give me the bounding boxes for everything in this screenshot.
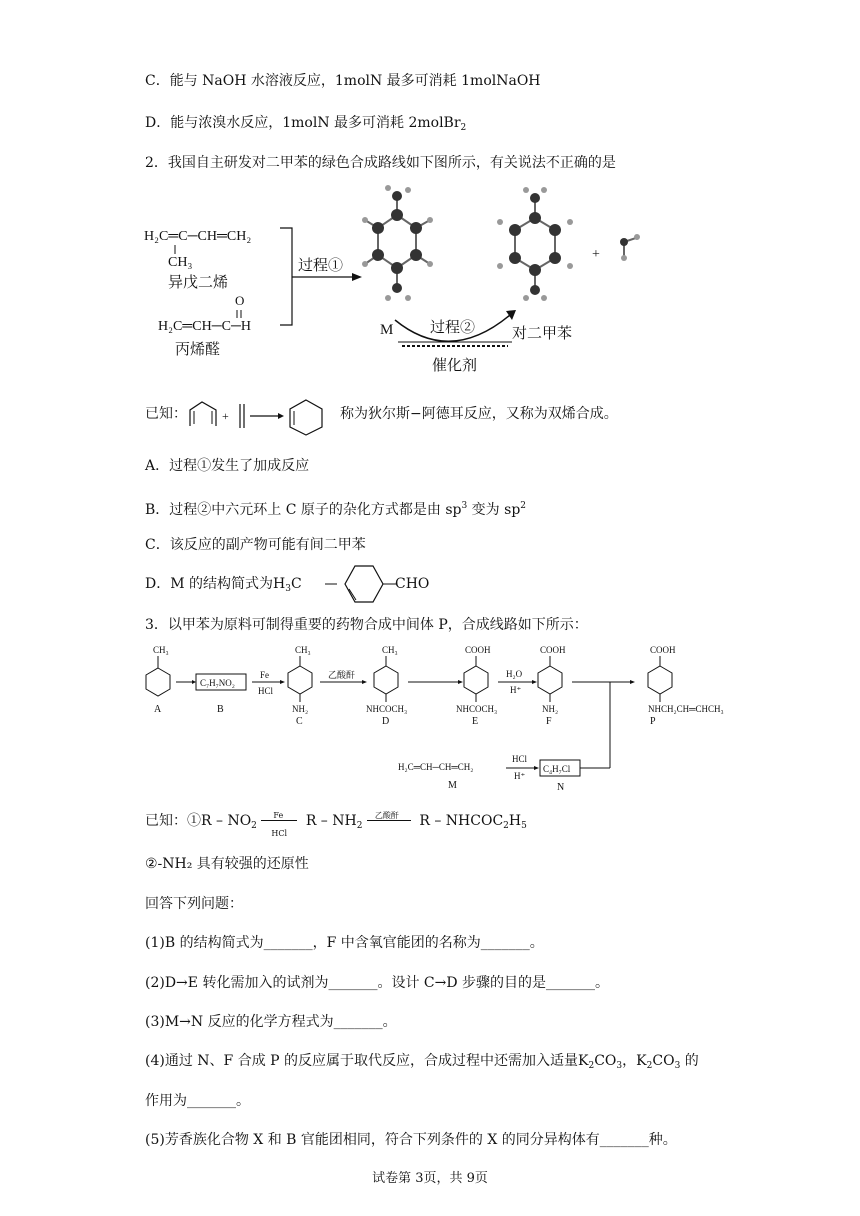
q3-subquestion-5: (5)芳香族化合物 X 和 B 官能团相同，符合下列条件的 X 的同分异构体有_______种。 <box>145 1132 677 1148</box>
q3-known-2: ②-NH₂ 具有较强的还原性 <box>145 856 309 872</box>
q3-subquestion-4a: (4)通过 N、F 合成 P 的反应属于取代反应，合成过程中还需加入适量$K_2CO_3$，$K_2CO_3$ 的 <box>145 1053 699 1071</box>
svg-text:CH₃: CH₃ <box>382 645 398 655</box>
catalyst-label: 催化剂 <box>432 358 478 374</box>
diels-alder-scheme <box>186 396 336 436</box>
svg-text:NHCOCH₃: NHCOCH₃ <box>366 704 408 714</box>
q2-reaction-figure <box>140 180 660 380</box>
q2-known-text: 称为狄尔斯−阿德耳反应，又称为双烯合成。 <box>340 406 618 422</box>
label-c: C <box>296 716 303 727</box>
water-ball-stick-model <box>620 234 640 261</box>
n-formula: C₄H₇Cl <box>543 764 571 774</box>
svg-text:乙酸酐: 乙酸酐 <box>328 670 356 680</box>
q2-option-c: C．该反应的副产物可能有间二甲苯 <box>145 537 366 553</box>
label-b: B <box>217 704 224 715</box>
q3-subquestion-2: (2)D→E 转化需加入的试剂为_______。设计 C→D 步骤的目的是_______。 <box>145 975 610 991</box>
reagent-fe: Fe <box>260 670 269 680</box>
q2-option-b: B．过程②中六元环上 C 原子的杂化方式都是由 $sp^3$ 变为 $sp^2$ <box>145 501 527 518</box>
label-n: N <box>557 782 565 793</box>
m-label: M <box>380 322 394 338</box>
q3-known-1: 已知：①R – $NO_2$ Fe HCl R – $NH_2$ 乙酸酐 R – $NHCOC_2H_5$ <box>145 811 527 838</box>
plus-sign: + <box>592 247 600 262</box>
svg-text:H₂O: H₂O <box>506 669 523 679</box>
m-formula: H₂C═CH─CH═CH₂ <box>398 762 474 772</box>
q3-stem: 3．以甲苯为原料可制得重要的药物合成中间体 P，合成线路如下所示： <box>145 617 588 633</box>
label-f: F <box>546 716 552 727</box>
svg-text:COOH: COOH <box>465 645 491 655</box>
q2-known-prefix: 已知： <box>145 406 187 422</box>
isoprene-methyl: CH₃ <box>168 255 193 270</box>
svg-text:COOH: COOH <box>650 645 676 655</box>
p-substituent: NHCH₂CH═CHCH₃ <box>648 704 724 714</box>
svg-text:NHCOCH₃: NHCOCH₃ <box>456 704 498 714</box>
q2-option-a: A．过程①发生了加成反应 <box>145 458 310 474</box>
isoprene-formula: H₂C═C─CH═CH₂ <box>144 229 252 244</box>
m-cho-group: CHO <box>395 576 430 592</box>
q3-subquestion-3: (3)M→N 反应的化学方程式为_______。 <box>145 1014 397 1030</box>
process-2-label: 过程② <box>430 320 476 336</box>
a-ch3: CH₃ <box>153 645 169 655</box>
q1-option-c: C．能与 NaOH 水溶液反应，1molN 最多可消耗 1molNaOH <box>145 73 541 89</box>
q3-subquestion-1: (1)B 的结构简式为_______，F 中含氧官能团的名称为_______。 <box>145 935 544 951</box>
svg-text:+: + <box>222 409 229 423</box>
svg-text:HCl: HCl <box>512 754 528 764</box>
acrolein-name: 丙烯醛 <box>175 342 221 358</box>
svg-text:NH₂: NH₂ <box>542 704 559 714</box>
label-a: A <box>154 704 162 715</box>
svg-text:COOH: COOH <box>540 645 566 655</box>
q3-answer-intro: 回答下列问题： <box>145 896 243 912</box>
q2-option-d: D．M 的结构简式为$H_3C$ <box>145 576 302 594</box>
isoprene-name: 异戊二烯 <box>168 275 229 291</box>
svg-text:H⁺: H⁺ <box>514 771 526 781</box>
q1-option-d: D．能与浓溴水反应，1molN 最多可消耗 2molBr$_2$ <box>145 115 467 133</box>
svg-text:CH₃: CH₃ <box>295 645 311 655</box>
acrolein-oxygen: O <box>235 293 245 308</box>
b-formula: C₇H₇NO₂ <box>200 678 235 688</box>
label-e: E <box>472 716 479 727</box>
label-m: M <box>448 780 457 791</box>
q2-stem: 2．我国自主研发对二甲苯的绿色合成路线如下图所示，有关说法不正确的是 <box>145 155 616 171</box>
svg-text:NH₂: NH₂ <box>292 704 309 714</box>
q3-synthesis-route <box>140 640 760 800</box>
acrolein-formula: H₂C═CH─C─H <box>158 319 251 334</box>
reagent-hcl: HCl <box>258 686 274 696</box>
p-xylene-ball-stick-model <box>515 198 555 290</box>
label-d: D <box>382 716 390 727</box>
process-1-label: 过程① <box>298 258 344 274</box>
label-p: P <box>650 716 656 727</box>
q3-subquestion-4b: 作用为_______。 <box>145 1093 250 1109</box>
page-footer: 试卷第 3页，共 9页 <box>372 1171 488 1186</box>
product-name: 对二甲苯 <box>512 326 573 342</box>
svg-text:H⁺: H⁺ <box>510 685 522 695</box>
